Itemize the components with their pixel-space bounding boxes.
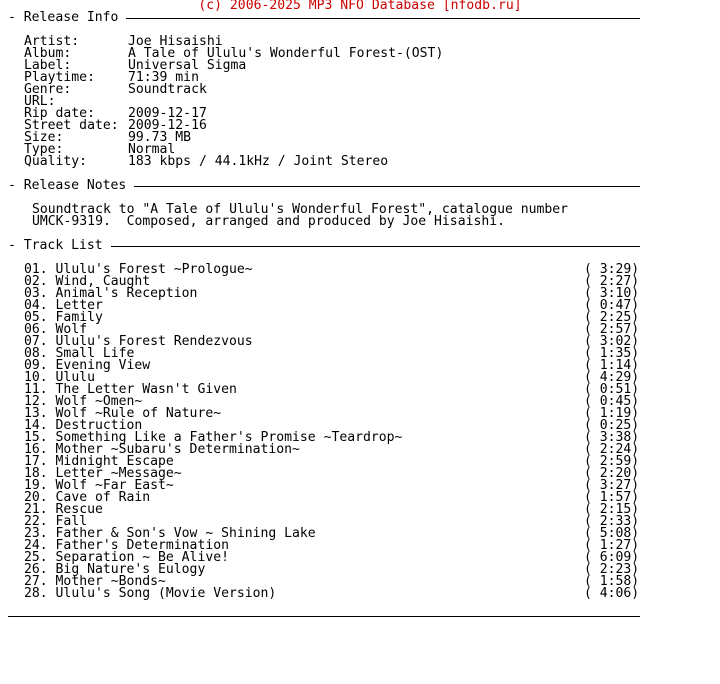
- track-title: Mother ~Bonds~: [55, 574, 166, 589]
- track-row: [24, 286, 640, 301]
- track-number: 01.: [24, 262, 48, 277]
- track-number: 03.: [24, 286, 48, 301]
- track-title: Evening View: [55, 358, 151, 373]
- track-title: Father's Determination: [55, 538, 229, 553]
- track-duration: ( 0:51): [584, 382, 640, 397]
- track-title: Rescue: [55, 502, 103, 517]
- track-title: Letter ~Message~: [55, 466, 182, 481]
- track-number: 11.: [24, 382, 48, 397]
- track-title: Cave of Rain: [55, 490, 151, 505]
- track-number: 07.: [24, 334, 48, 349]
- track-title: Mother ~Subaru's Determination~: [55, 442, 300, 457]
- section-label: Release Notes: [23, 178, 127, 193]
- track-number: 20.: [24, 490, 48, 505]
- track-duration: ( 2:33): [584, 514, 640, 529]
- track-number: 06.: [24, 322, 48, 337]
- footer-divider: [8, 616, 640, 617]
- info-value: Joe Hisaishi: [128, 34, 223, 49]
- track-duration: ( 0:25): [584, 418, 640, 433]
- info-value: Universal Sigma: [128, 58, 247, 73]
- info-value: A Tale of Ululu's Wonderful Forest-(OST): [128, 46, 444, 61]
- release-notes-line: UMCK-9319. Composed, arranged and produced by Joe Hisaishi.: [32, 214, 505, 229]
- track-duration: ( 0:47): [584, 298, 640, 313]
- track-duration: ( 2:27): [584, 274, 640, 289]
- section-title-release-notes: - Release Notes: [8, 180, 134, 192]
- track-row: [24, 358, 640, 373]
- release-notes-line: Soundtrack to "A Tale of Ululu's Wonderful Forest", catalogue number: [32, 202, 569, 217]
- info-label: Street date:: [24, 118, 119, 133]
- track-duration: ( 3:02): [584, 334, 640, 349]
- info-value: Normal: [128, 142, 176, 157]
- track-number: 14.: [24, 418, 48, 433]
- track-duration: ( 6:09): [584, 550, 640, 565]
- track-number: 13.: [24, 406, 48, 421]
- track-title: Ululu's Forest Rendezvous: [55, 334, 253, 349]
- track-number: 10.: [24, 370, 48, 385]
- track-title: Big Nature's Eulogy: [55, 562, 206, 577]
- track-title: Wolf ~Far East~: [55, 478, 174, 493]
- track-title: Father & Son's Vow ~ Shining Lake: [55, 526, 316, 541]
- info-row: [24, 156, 388, 168]
- track-duration: ( 5:08): [584, 526, 640, 541]
- info-label: Playtime:: [24, 70, 95, 85]
- info-value: 99.73 MB: [128, 130, 192, 145]
- track-duration: ( 4:06): [584, 586, 640, 601]
- track-title: Ululu's Forest ~Prologue~: [55, 262, 253, 277]
- track-duration: ( 0:45): [584, 394, 640, 409]
- track-duration: ( 1:27): [584, 538, 640, 553]
- track-number: 25.: [24, 550, 48, 565]
- track-duration: ( 2:24): [584, 442, 640, 457]
- section-label: Release Info: [23, 10, 119, 25]
- track-number: 17.: [24, 454, 48, 469]
- track-title: Animal's Reception: [55, 286, 198, 301]
- section-title-release-info: - Release Info: [8, 12, 126, 24]
- section-title-track-list: - Track List: [8, 240, 111, 252]
- track-duration: ( 2:57): [584, 322, 640, 337]
- track-title: Small Life: [55, 346, 135, 361]
- track-duration: ( 2:59): [584, 454, 640, 469]
- track-number: 12.: [24, 394, 48, 409]
- track-duration: ( 1:35): [584, 346, 640, 361]
- info-value: 183 kbps / 44.1kHz / Joint Stereo: [128, 154, 389, 169]
- track-title: Ululu's Song (Movie Version): [55, 586, 277, 601]
- track-title: Fall: [55, 514, 88, 529]
- track-duration: ( 2:23): [584, 562, 640, 577]
- track-title: Letter: [55, 298, 103, 313]
- track-duration: ( 2:15): [584, 502, 640, 517]
- track-row: [24, 298, 640, 313]
- info-label: Label:: [24, 58, 72, 73]
- track-row: [24, 586, 640, 601]
- site-header-link[interactable]: (c) 2006-2025 MP3 NFO Database [nfodb.ru]: [198, 0, 522, 13]
- track-number: 21.: [24, 502, 48, 517]
- track-title: Midnight Escape: [55, 454, 174, 469]
- track-duration: ( 3:38): [584, 430, 640, 445]
- track-duration: ( 2:20): [584, 466, 640, 481]
- track-title: Wolf ~Rule of Nature~: [55, 406, 222, 421]
- info-label: Album:: [24, 46, 72, 61]
- info-value: Soundtrack: [128, 82, 207, 97]
- info-label: Genre:: [24, 82, 72, 97]
- track-duration: ( 3:27): [584, 478, 640, 493]
- track-duration: ( 1:19): [584, 406, 640, 421]
- info-label: Type:: [24, 142, 64, 157]
- track-duration: ( 4:29): [584, 370, 640, 385]
- info-label: Rip date:: [24, 106, 95, 121]
- track-title: Wolf ~Omen~: [55, 394, 143, 409]
- info-label: URL:: [24, 94, 56, 109]
- info-label: Artist:: [24, 34, 80, 49]
- track-duration: ( 3:29): [584, 262, 640, 277]
- track-row: [24, 502, 640, 517]
- track-duration: ( 2:25): [584, 310, 640, 325]
- track-title: Ululu: [55, 370, 95, 385]
- track-title: Separation ~ Be Alive!: [55, 550, 229, 565]
- track-duration: ( 3:10): [584, 286, 640, 301]
- track-row: [24, 310, 640, 325]
- track-duration: ( 1:14): [584, 358, 640, 373]
- track-number: 23.: [24, 526, 48, 541]
- track-title: Destruction: [55, 418, 143, 433]
- track-number: 02.: [24, 274, 48, 289]
- track-duration: ( 1:58): [584, 574, 640, 589]
- info-value: 2009-12-16: [128, 118, 207, 133]
- track-number: 08.: [24, 346, 48, 361]
- track-number: 27.: [24, 574, 48, 589]
- track-number: 26.: [24, 562, 48, 577]
- track-number: 28.: [24, 586, 48, 601]
- info-value: 71:39 min: [128, 70, 199, 85]
- track-number: 04.: [24, 298, 48, 313]
- track-row: [24, 490, 640, 505]
- track-title: Wind, Caught: [55, 274, 151, 289]
- track-number: 24.: [24, 538, 48, 553]
- track-title: Family: [55, 310, 103, 325]
- track-title: The Letter Wasn't Given: [55, 382, 237, 397]
- info-label: Size:: [24, 130, 64, 145]
- track-number: 22.: [24, 514, 48, 529]
- track-title: Something Like a Father's Promise ~Teardrop~: [55, 430, 403, 445]
- info-value: 2009-12-17: [128, 106, 207, 121]
- track-number: 19.: [24, 478, 48, 493]
- track-number: 05.: [24, 310, 48, 325]
- track-number: 18.: [24, 466, 48, 481]
- track-number: 09.: [24, 358, 48, 373]
- track-number: 15.: [24, 430, 48, 445]
- track-number: 16.: [24, 442, 48, 457]
- track-title: Wolf: [55, 322, 88, 337]
- section-label: Track List: [23, 238, 103, 253]
- track-duration: ( 1:57): [584, 490, 640, 505]
- info-label: Quality:: [24, 154, 88, 169]
